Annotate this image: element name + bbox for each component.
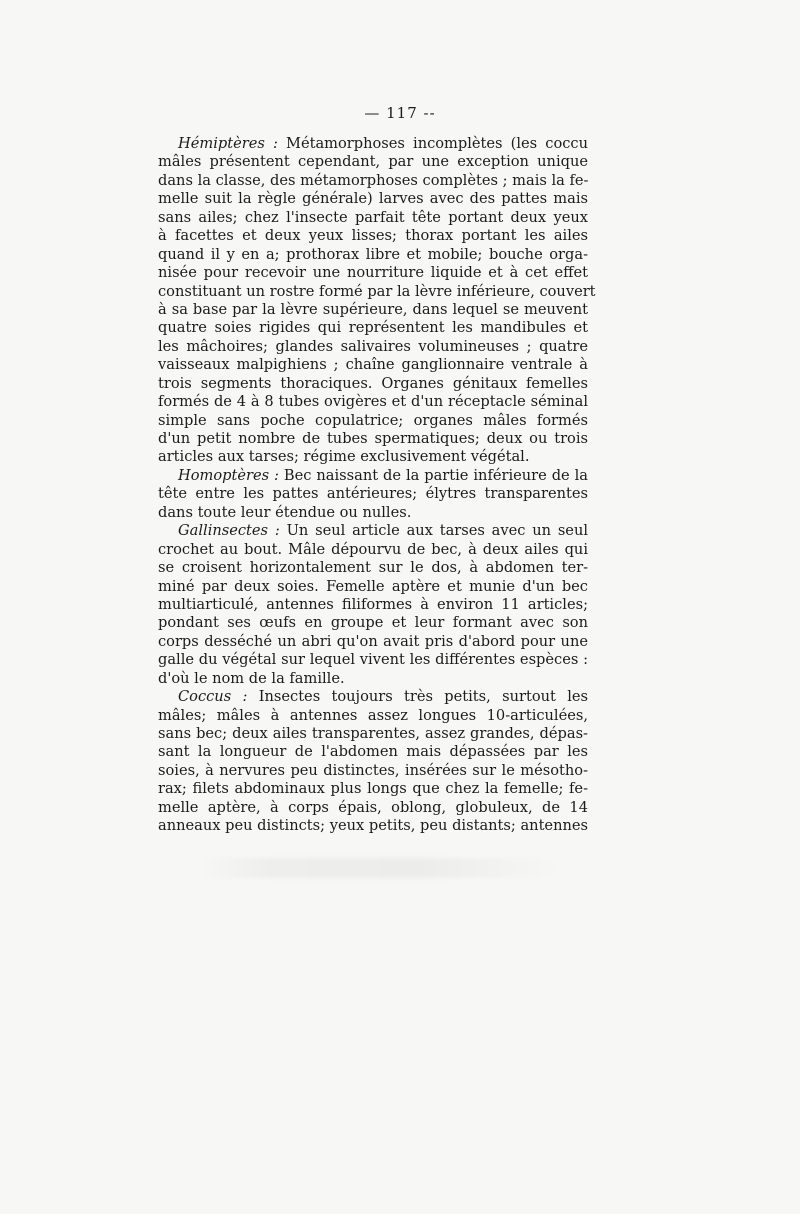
paragraph-homopteres <box>158 467 588 522</box>
text-line: soies, à nervures peu distinctes, insérées sur le mésotho- <box>158 761 588 779</box>
text-line: Hémiptères : Métamorphoses incomplètes (les coccu <box>178 135 588 152</box>
page-number: — 117 -- <box>364 104 436 122</box>
text-line: Gallinsectes : Un seul article aux tarses avec un seul <box>178 522 589 540</box>
text-line: d'un petit nombre de tubes spermatiques; deux ou trois <box>158 430 588 447</box>
text-line: vaisseaux malpighiens ; chaîne ganglionnaire ventrale à <box>158 356 588 374</box>
text-line: tête entre les pattes antérieures; élytres transparentes <box>158 485 588 503</box>
text-line: anneaux peu distincts; yeux petits, peu distants; antennes <box>158 817 588 835</box>
text-line: d'où le nom de la famille. <box>158 669 345 687</box>
text-line: quand il y en a; prothorax libre et mobile; bouche orga- <box>158 245 588 263</box>
text-line: mâles; mâles à antennes assez longues 10-articulées, <box>158 706 588 724</box>
text-line: multiarticulé, antennes filiformes à environ 11 articles; <box>158 595 588 613</box>
text-line: se croisent horizontalement sur le dos, à abdomen ter- <box>158 559 588 577</box>
text-line: melle aptère, à corps épais, oblong, globuleux, de 14 <box>158 798 588 816</box>
show-through-shadow <box>200 858 560 878</box>
text-line: miné par deux soies. Femelle aptère et munie d'un bec <box>158 577 588 595</box>
text-line: dans toute leur étendue ou nulles. <box>158 503 412 521</box>
text-line: pondant ses œufs en groupe et leur formant avec son <box>158 614 588 632</box>
text-line: sans ailes; chez l'insecte parfait tête portant deux yeux <box>158 208 588 226</box>
text-line: à facettes et deux yeux lisses; thorax portant les ailes <box>158 227 588 245</box>
term-label: Hémiptères : <box>178 135 278 152</box>
text-line: formés de 4 à 8 tubes ovigères et d'un réceptacle séminal <box>158 393 588 411</box>
text-line: melle suit la règle générale) larves avec des pattes mais <box>158 190 588 208</box>
text-line: à sa base par la lèvre supérieure, dans lequel se meuvent <box>158 300 588 318</box>
text-line: sans bec; deux ailes transparentes, assez grandes, dépas- <box>158 725 588 742</box>
text-line: galle du végétal sur lequel vivent les différentes espèces : <box>158 651 588 669</box>
body-text <box>158 135 596 836</box>
text-line: corps desséché un abri qu'on avait pris d'abord pour une <box>158 632 588 650</box>
paragraph-coccus <box>158 688 588 836</box>
paragraph-gallinsectes <box>158 522 588 688</box>
text-line: sant la longueur de l'abdomen mais dépassées par les <box>158 743 588 761</box>
text-line: Homoptères : Bec naissant de la partie inférieure de la <box>178 466 589 484</box>
text-line: nisée pour recevoir une nourriture liquide et à cet effet <box>158 264 588 282</box>
text-line: les mâchoires; glandes salivaires volumineuses ; quatre <box>158 337 588 355</box>
term-label: Coccus : <box>178 688 248 706</box>
text-line: rax; filets abdominaux plus longs que chez la femelle; fe- <box>158 780 588 798</box>
text-line: trois segments thoraciques. Organes génitaux femelles <box>158 374 588 392</box>
text-line: articles aux tarses; régime exclusivement végétal. <box>158 448 530 466</box>
paragraph-hemipteres <box>158 135 596 467</box>
text-line: simple sans poche copulatrice; organes mâles formés <box>158 411 588 429</box>
text-line: dans la classe, des métamorphoses complètes ; mais la fe- <box>158 171 589 189</box>
text-line: Coccus : Insectes toujours très petits, surtout les <box>178 688 588 706</box>
term-label: Gallinsectes : <box>178 522 280 540</box>
text-line: crochet au bout. Mâle dépourvu de bec, à deux ailes qui <box>158 540 588 558</box>
term-label: Homoptères : <box>178 466 279 484</box>
text-line: constituant un rostre formé par la lèvre inférieure, couvert <box>158 282 596 300</box>
text-line: quatre soies rigides qui représentent les mandibules et <box>158 319 588 337</box>
text-line: mâles présentent cependant, par une exception unique <box>158 153 588 171</box>
